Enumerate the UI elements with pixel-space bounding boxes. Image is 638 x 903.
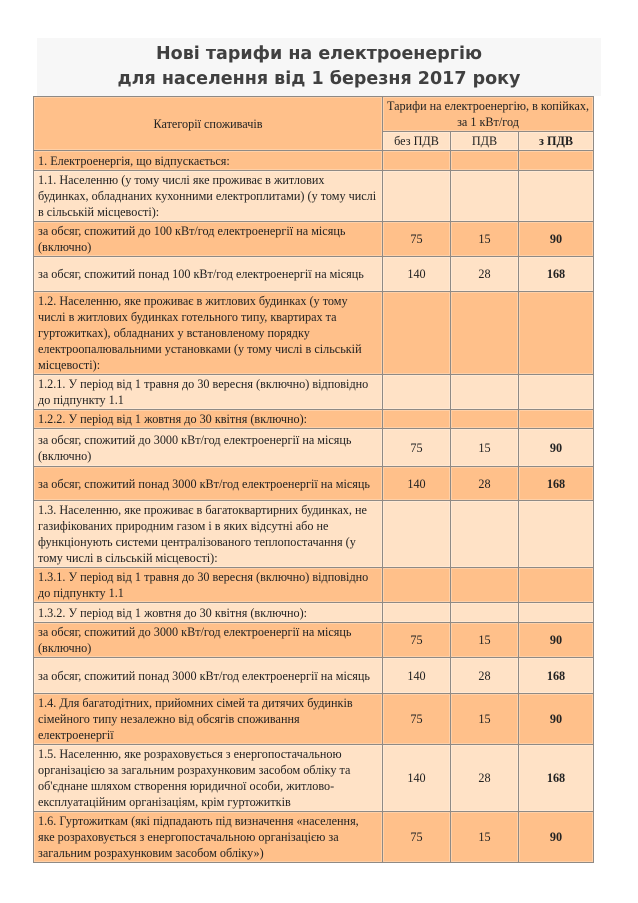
- row-with-vat: 90: [519, 623, 594, 658]
- table-row: [34, 375, 594, 410]
- table-row: [34, 812, 594, 863]
- row-no-vat: [383, 568, 451, 603]
- table-row: [34, 292, 594, 375]
- row-vat: 15: [451, 812, 519, 863]
- row-category: за обсяг, спожитий понад 100 кВт/год електроенергії на місяць: [34, 257, 383, 292]
- table-row: [34, 568, 594, 603]
- row-no-vat: [383, 410, 451, 429]
- row-category: за обсяг, спожитий до 3000 кВт/год електроенергії на місяць (включно): [34, 623, 383, 658]
- row-vat: 15: [451, 222, 519, 257]
- table-row: [34, 222, 594, 257]
- header-vat: ПДВ: [451, 132, 519, 151]
- header-tariff-group: Тарифи на електроенергію, в копійках, за 1 кВт/год: [383, 97, 594, 132]
- row-category: за обсяг, спожитий понад 3000 кВт/год електроенергії на місяць: [34, 467, 383, 501]
- row-no-vat: 75: [383, 623, 451, 658]
- row-vat: [451, 375, 519, 410]
- row-vat: [451, 410, 519, 429]
- row-with-vat: [519, 603, 594, 623]
- title-line-2: для населення від 1 березня 2017 року: [117, 69, 521, 89]
- row-vat: 15: [451, 429, 519, 467]
- row-category: 1.4. Для багатодітних, прийомних сімей та дитячих будинків сімейного типу незалежно від обсягів споживання електроенергії: [34, 694, 383, 745]
- row-with-vat: [519, 171, 594, 222]
- table-row: [34, 501, 594, 568]
- row-vat: [451, 151, 519, 171]
- row-no-vat: [383, 603, 451, 623]
- row-vat: 15: [451, 694, 519, 745]
- row-with-vat: 168: [519, 658, 594, 694]
- row-category: за обсяг, спожитий понад 3000 кВт/год електроенергії на місяць: [34, 658, 383, 694]
- row-category: 1.2.1. У період від 1 травня до 30 вересня (включно) відповідно до підпункту 1.1: [34, 375, 383, 410]
- row-category: 1.3. Населенню, яке проживає в багатоквартирних будинках, не газифікованих природним газом і в яких відсутні або не функціонують системи централізованого теплопостачання (у тому числі в сільській місцевості):: [34, 501, 383, 568]
- row-no-vat: 140: [383, 467, 451, 501]
- row-with-vat: 168: [519, 467, 594, 501]
- header-no-vat: без ПДВ: [383, 132, 451, 151]
- row-no-vat: 75: [383, 429, 451, 467]
- row-no-vat: 140: [383, 257, 451, 292]
- row-category: 1.1. Населенню (у тому числі яке проживає в житлових будинках, обладнаних кухонними електроплитами) (у тому числі в сільській місцевості):: [34, 171, 383, 222]
- row-vat: 28: [451, 467, 519, 501]
- header-category: Категорії споживачів: [34, 97, 383, 151]
- table-row: [34, 623, 594, 658]
- row-category: 1.5. Населенню, яке розраховується з енергопостачальною організацією за загальним розрахунковим засобом обліку та об'єднане шляхом створення юридичної особи, житлово-експлуатаційним організаціям, крім гуртожитків: [34, 745, 383, 812]
- row-category: 1. Електроенергія, що відпускається:: [34, 151, 383, 171]
- row-with-vat: 90: [519, 812, 594, 863]
- row-no-vat: [383, 501, 451, 568]
- row-no-vat: [383, 151, 451, 171]
- row-with-vat: 90: [519, 222, 594, 257]
- header-with-vat: з ПДВ: [519, 132, 594, 151]
- row-with-vat: [519, 151, 594, 171]
- row-with-vat: [519, 568, 594, 603]
- row-with-vat: [519, 375, 594, 410]
- row-with-vat: [519, 292, 594, 375]
- row-vat: [451, 171, 519, 222]
- tariff-table: [33, 96, 594, 863]
- row-no-vat: 75: [383, 694, 451, 745]
- row-no-vat: 140: [383, 745, 451, 812]
- table-row: [34, 257, 594, 292]
- row-with-vat: 168: [519, 257, 594, 292]
- row-vat: [451, 603, 519, 623]
- row-no-vat: [383, 171, 451, 222]
- row-vat: 15: [451, 623, 519, 658]
- row-category: за обсяг, спожитий до 3000 кВт/год електроенергії на місяць (включно): [34, 429, 383, 467]
- row-vat: [451, 568, 519, 603]
- row-with-vat: 90: [519, 429, 594, 467]
- row-with-vat: [519, 501, 594, 568]
- table-row: [34, 410, 594, 429]
- title-line-1: Нові тарифи на електроенергію: [156, 44, 482, 64]
- row-no-vat: 140: [383, 658, 451, 694]
- table-row: [34, 151, 594, 171]
- row-with-vat: 90: [519, 694, 594, 745]
- row-category: 1.3.1. У період від 1 травня до 30 вересня (включно) відповідно до підпункту 1.1: [34, 568, 383, 603]
- row-no-vat: [383, 375, 451, 410]
- table-row: [34, 658, 594, 694]
- row-no-vat: 75: [383, 222, 451, 257]
- row-category: 1.3.2. У період від 1 жовтня до 30 квітня (включно):: [34, 603, 383, 623]
- table-row: [34, 694, 594, 745]
- row-category: 1.2.2. У період від 1 жовтня до 30 квітня (включно):: [34, 410, 383, 429]
- page-title: [37, 38, 601, 96]
- header-row-1: [34, 97, 594, 132]
- table-row: [34, 603, 594, 623]
- row-with-vat: [519, 410, 594, 429]
- row-vat: 28: [451, 257, 519, 292]
- table-row: [34, 429, 594, 467]
- row-category: 1.2. Населенню, яке проживає в житлових будинках (у тому числі в житлових будинках готельного типу, квартирах та гуртожитках), обладнаних у встановленому порядку електроопалювальними установками (у тому числі в сільській місцевості):: [34, 292, 383, 375]
- row-vat: 28: [451, 658, 519, 694]
- row-no-vat: 75: [383, 812, 451, 863]
- row-with-vat: 168: [519, 745, 594, 812]
- row-no-vat: [383, 292, 451, 375]
- row-vat: [451, 501, 519, 568]
- row-category: за обсяг, спожитий до 100 кВт/год електроенергії на місяць (включно): [34, 222, 383, 257]
- table-row: [34, 467, 594, 501]
- row-category: 1.6. Гуртожиткам (які підпадають під визначення «населення, яке розраховується з енергопостачальною організацією за загальним розрахунковим засобом обліку»): [34, 812, 383, 863]
- row-vat: [451, 292, 519, 375]
- row-vat: 28: [451, 745, 519, 812]
- table-row: [34, 745, 594, 812]
- table-row: [34, 171, 594, 222]
